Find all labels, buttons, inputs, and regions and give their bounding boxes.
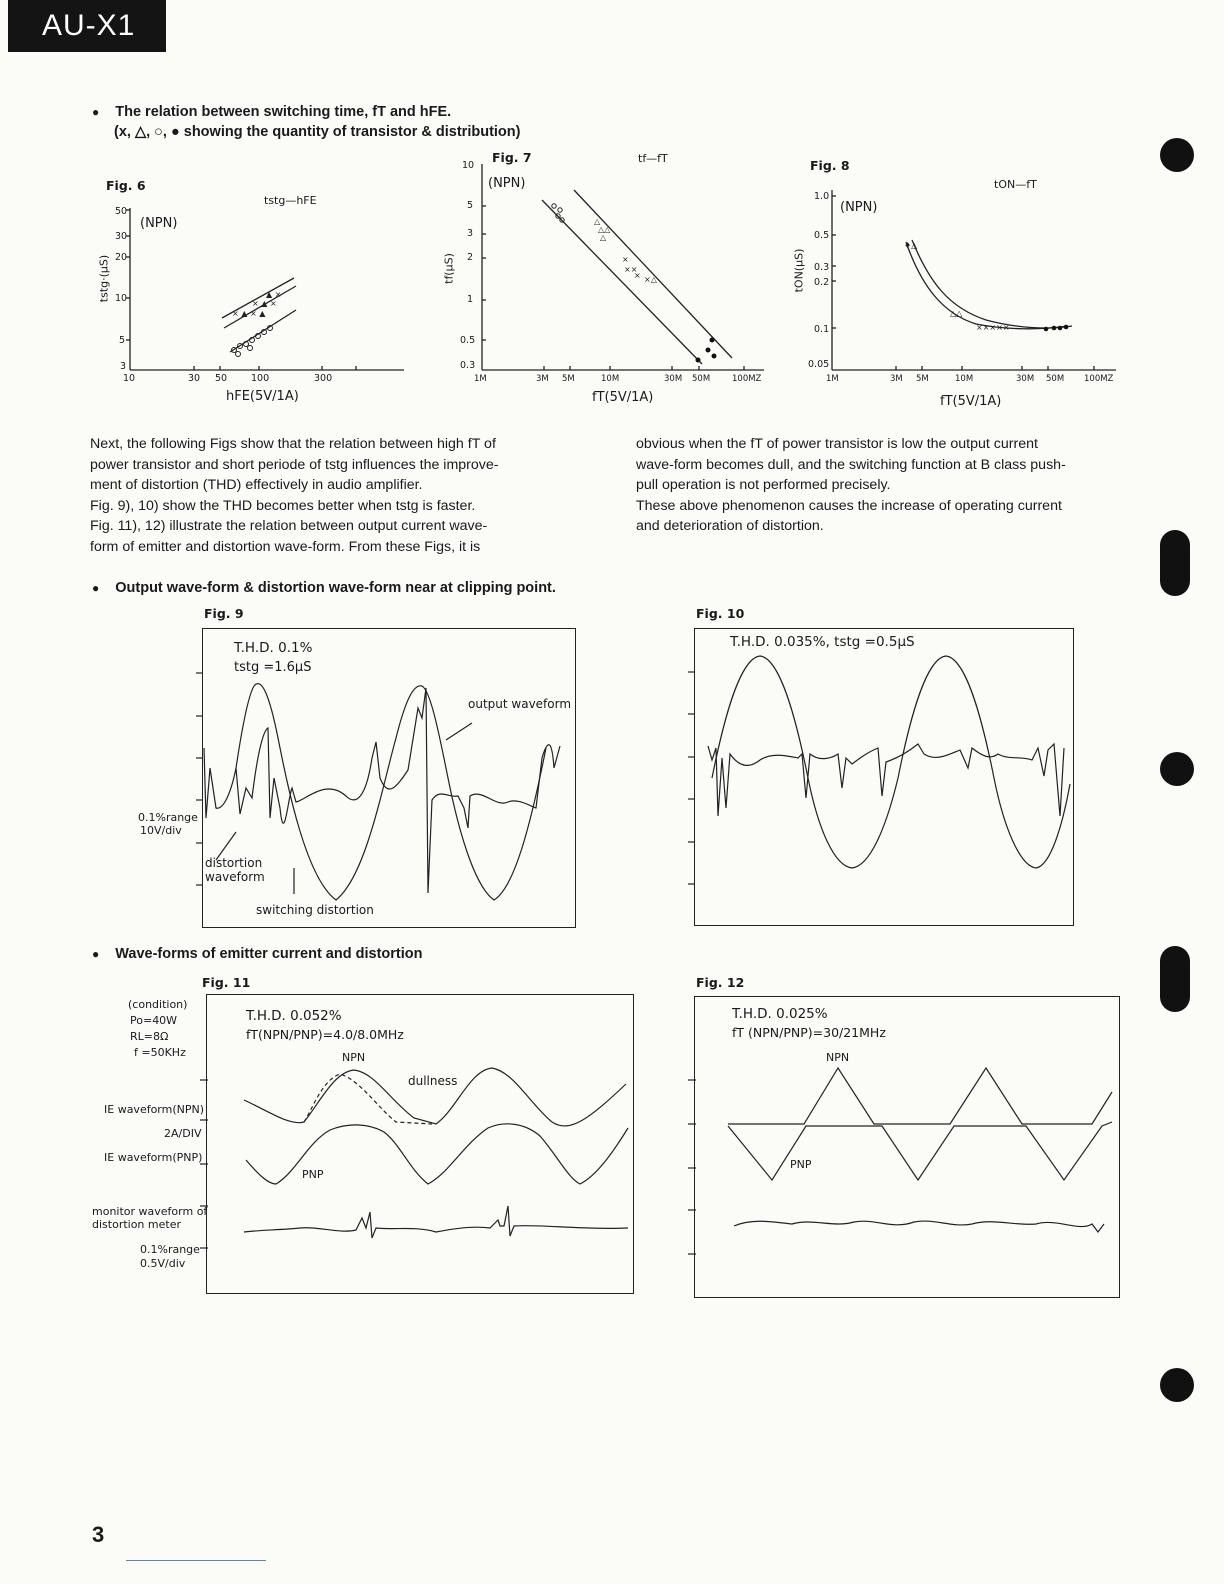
fig6-xtick: 30	[188, 373, 201, 384]
model-tag: AU-X1	[8, 0, 166, 52]
fig7-xtick: 30M	[664, 374, 683, 384]
svg-text:××: ××	[624, 265, 638, 274]
fig7-xtick: 50M	[692, 374, 711, 384]
svg-text:♦△: ♦△	[904, 241, 918, 250]
svg-text:△: △	[594, 217, 601, 226]
fig8-ytick: 0.3	[814, 262, 830, 273]
fig9-tstg: tstg =1.6μS	[234, 660, 312, 675]
fig8-label: Fig. 8	[810, 158, 850, 173]
svg-text:×△: ×△	[644, 275, 657, 284]
fig6-type-note: (NPN)	[140, 216, 178, 231]
fig9-switching-label: switching distortion	[256, 903, 374, 917]
body-line: and deterioration of distortion.	[636, 518, 824, 534]
fig8-ytick: 0.2	[814, 277, 830, 288]
body-line: wave-form becomes dull, and the switching function at B class push-	[636, 456, 1066, 473]
fig11-waveforms	[200, 994, 636, 1294]
fig9-output-label: output waveform	[468, 697, 572, 711]
binder-hole-5	[1160, 1368, 1194, 1402]
fig6-xtick: 50	[215, 373, 228, 384]
fig7-ylabel: tf(μS)	[442, 253, 456, 284]
svg-text:△△: △△	[598, 225, 611, 234]
fig11-npn-label: NPN	[342, 1051, 366, 1064]
fig9-distortion-label-1: distortion	[205, 856, 263, 870]
fig9-thd: T.H.D. 0.1%	[234, 640, 313, 656]
fig11-condition: f =50KHz	[134, 1046, 186, 1059]
fig6-xtick: 10	[123, 373, 136, 384]
fig8-ylabel: tON(μS)	[792, 248, 806, 293]
fig7-curve-label: tf—fT	[638, 152, 668, 165]
fig6-ytick: 30	[115, 231, 128, 242]
fig11-monitor-2: distortion meter	[92, 1218, 181, 1231]
svg-text:×: ×	[634, 271, 641, 280]
fig11-scale: 0.5V/div	[140, 1257, 186, 1270]
fig8-xtick: 100MZ	[1084, 374, 1114, 384]
fig12-npn-label: NPN	[826, 1051, 850, 1064]
svg-text:× ▲ × ▲: × ▲ × ▲	[232, 309, 266, 318]
fig7-ytick: 3	[467, 228, 474, 239]
section-2-title: ● Output wave-form & distortion wave-form near at clipping point.	[92, 580, 556, 596]
fig8-ytick: 0.5	[814, 230, 830, 241]
svg-text:×××××: ×××××	[976, 323, 1010, 332]
body-line: These above phenomenon causes the increase of operating current	[636, 497, 1062, 514]
fig11-ie-npn: IE waveform(NPN)	[104, 1103, 205, 1116]
fig7-label: Fig. 7	[492, 150, 532, 165]
body-line: Fig. 9), 10) show the THD becomes better when tstg is faster.	[90, 497, 476, 514]
fig9-range: 0.1%range	[138, 811, 198, 824]
fig7-xtick: 100MZ	[732, 374, 762, 384]
fig6-ytick: 50	[115, 206, 128, 217]
fig7-ytick: 0.3	[460, 360, 476, 371]
body-text-left	[90, 434, 572, 557]
section-1-subtitle: (x, △, ○, ● showing the quantity of transistor & distribution)	[114, 124, 521, 140]
body-line: form of emitter and distortion wave-form. From these Figs, it is	[90, 538, 481, 555]
fig9-label: Fig. 9	[204, 606, 244, 621]
fig11-label: Fig. 11	[202, 975, 251, 990]
fig7-ytick: 0.5	[460, 335, 476, 346]
fig7-xtick: 5M	[562, 374, 575, 384]
fig8-xtick: 50M	[1046, 374, 1065, 384]
fig8-type-note: (NPN)	[840, 200, 878, 215]
fig7-xlabel: fT(5V/1A)	[592, 390, 654, 405]
body-text-right	[636, 434, 1118, 537]
fig9-distortion-label-2: waveform	[205, 870, 265, 884]
svg-text:△△: △△	[950, 309, 963, 318]
fig8-xtick: 10M	[955, 374, 974, 384]
fig7-ytick: 1	[467, 294, 474, 305]
fig8-xtick: 5M	[916, 374, 929, 384]
section-3-title: ● Wave-forms of emitter current and distortion	[92, 946, 422, 962]
binder-hole-2	[1160, 530, 1190, 596]
fig11-dullness-label: dullness	[408, 1074, 458, 1088]
fig11-thd: T.H.D. 0.052%	[246, 1008, 342, 1024]
fig12-thd: T.H.D. 0.025%	[732, 1006, 828, 1022]
svg-text:×: ×	[622, 255, 629, 264]
fig6-ytick: 5	[119, 335, 126, 346]
body-line: power transistor and short periode of tstg influences the improve-	[90, 456, 499, 473]
binder-hole-1	[1160, 138, 1194, 172]
fig12-pnp-label: PNP	[790, 1158, 812, 1171]
fig7-ytick: 2	[467, 252, 474, 263]
fig11-condition: RL=8Ω	[130, 1030, 169, 1043]
svg-text:× ▲ ×: × ▲ ×	[252, 299, 277, 308]
fig11-pnp-label: PNP	[302, 1168, 324, 1181]
fig8-xlabel: fT(5V/1A)	[940, 394, 1002, 409]
fig6-ylabel: tstg·(μS)	[97, 254, 111, 303]
binder-hole-3	[1160, 752, 1194, 786]
fig9-waveforms	[196, 628, 576, 928]
fig9-scale: 10V/div	[140, 824, 182, 837]
svg-text:△: △	[600, 233, 607, 242]
fig7-xtick: 10M	[601, 374, 620, 384]
fig10-label: Fig. 10	[696, 606, 745, 621]
fig7-ytick: 10	[462, 160, 475, 171]
fig11-range: 0.1%range	[140, 1243, 200, 1256]
fig11-monitor-1: monitor waveform of	[92, 1205, 208, 1218]
fig6-ytick: 20	[115, 252, 128, 263]
body-line: ment of distortion (THD) effectively in audio amplifier.	[90, 477, 423, 493]
fig7-type-note: (NPN)	[488, 176, 526, 191]
fig10-waveforms	[688, 628, 1074, 926]
page-number: 3	[92, 1522, 105, 1547]
fig11-condition: (condition)	[128, 998, 188, 1011]
fig8-xtick: 30M	[1016, 374, 1035, 384]
fig12-waveforms	[688, 996, 1120, 1298]
fig8-ytick: 0.05	[808, 359, 830, 370]
fig6-curve-label: tstg—hFE	[264, 194, 317, 207]
fig7-ytick: 5	[467, 200, 474, 211]
fig6-plot	[126, 200, 416, 400]
fig6-ytick: 10	[115, 293, 128, 304]
svg-text:▲ ×: ▲ ×	[266, 290, 282, 299]
fig6-xlabel: hFE(5V/1A)	[226, 389, 299, 404]
fig6-label: Fig. 6	[106, 178, 146, 193]
fig6-xtick: 100	[251, 373, 270, 384]
fig12-label: Fig. 12	[696, 975, 745, 990]
fig8-plot	[826, 180, 1126, 370]
fig6-ytick: 3	[120, 361, 127, 372]
fig12-ft: fT (NPN/PNP)=30/21MHz	[732, 1025, 886, 1040]
footer-rule	[126, 1560, 266, 1561]
fig8-xtick: 3M	[890, 374, 903, 384]
fig8-ytick: 1.0	[814, 191, 830, 202]
fig7-plot	[474, 150, 774, 370]
fig11-condition: Po=40W	[130, 1014, 178, 1027]
fig6-xtick: 300	[314, 373, 333, 384]
fig10-thd: T.H.D. 0.035%, tstg =0.5μS	[730, 634, 915, 650]
body-line: pull operation is not performed precisely.	[636, 477, 891, 493]
fig11-ft: fT(NPN/PNP)=4.0/8.0MHz	[246, 1027, 404, 1042]
binder-hole-4	[1160, 946, 1190, 1012]
body-line: Fig. 11), 12) illustrate the relation between output current wave-	[90, 518, 488, 534]
fig7-xtick: 3M	[536, 374, 549, 384]
body-line: Next, the following Figs show that the relation between high fT of	[90, 436, 496, 452]
fig7-xtick: 1M	[474, 374, 487, 384]
fig8-curve-label: tON—fT	[994, 178, 1037, 191]
fig8-xtick: 1M	[826, 374, 839, 384]
fig11-ie-pnp: IE waveform(PNP)	[104, 1151, 203, 1164]
body-line: obvious when the fT of power transistor is low the output current	[636, 436, 1038, 452]
fig11-ie-div: 2A/DIV	[164, 1127, 202, 1140]
section-1-title: ● The relation between switching time, fT and hFE.	[92, 104, 451, 120]
fig8-ytick: 0.1	[814, 324, 830, 335]
